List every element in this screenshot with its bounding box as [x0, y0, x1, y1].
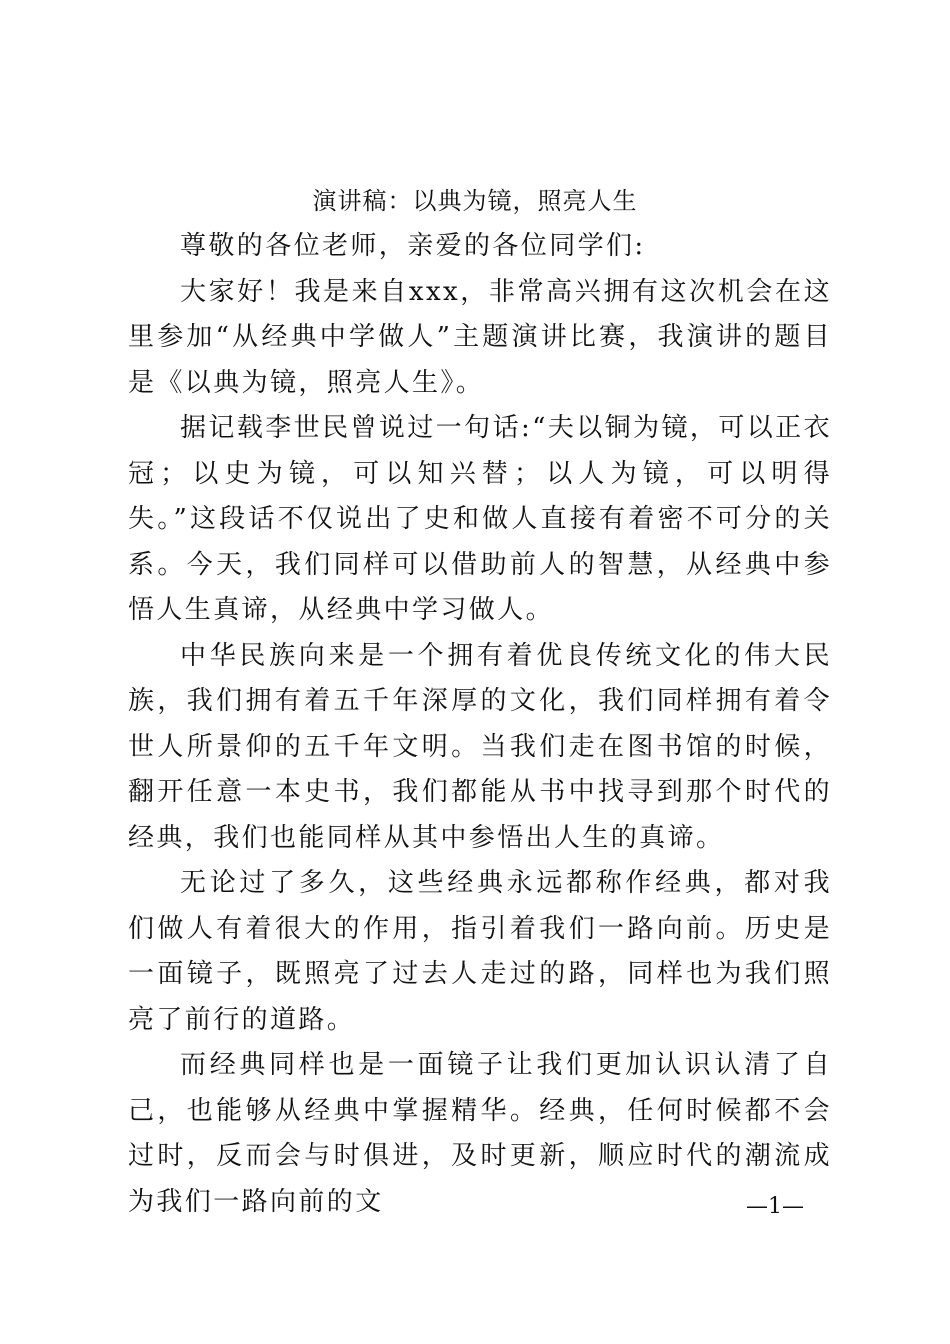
- paragraph-history: 无论过了多久，这些经典永远都称作经典，都对我们做人有着很大的作用，指引着我们一路向前。历史是一面镜子，既照亮了过去人走过的路，同样也为我们照亮了前行的道路。: [128, 868, 832, 1035]
- paragraph-greeting: 尊敬的各位老师，亲爱的各位同学们:: [180, 231, 646, 261]
- paragraph-quote: 据记载李世民曾说过一句话:“夫以铜为镜，可以正衣冠；以史为镜，可以知兴替；以人为镜，可以明得失。”这段话不仅说出了史和做人直接有着密不可分的关系。今天，我们同样可以借助前人的智慧，从经典中参悟人生真谛，从经典中学习做人。: [128, 413, 832, 625]
- document-title: 演讲稿：以典为镜，照亮人生: [312, 187, 638, 215]
- paragraph-culture: 中华民族向来是一个拥有着优良传统文化的伟大民族，我们拥有着五千年深厚的文化，我们同样拥有着令世人所景仰的五千年文明。当我们走在图书馆的时候，翻开任意一本史书，我们都能从书中找寻到那个时代的经典，我们也能同样从其中参悟出人生的真谛。: [128, 640, 832, 853]
- paragraph-classics: 而经典同样也是一面镜子让我们更加认识认清了自己，也能够从经典中掌握精华。经典，任何时候都不会过时，反而会与时俱进，及时更新，顺应时代的潮流成为我们一路向前的文: [128, 1050, 832, 1217]
- page-number: —1—: [746, 1194, 804, 1219]
- paragraph-intro: 大家好！我是来自xxx，非常高兴拥有这次机会在这里参加“从经典中学做人”主题演讲比赛，我演讲的题目是《以典为镜，照亮人生》。: [128, 276, 832, 398]
- document-body: [128, 224, 832, 1225]
